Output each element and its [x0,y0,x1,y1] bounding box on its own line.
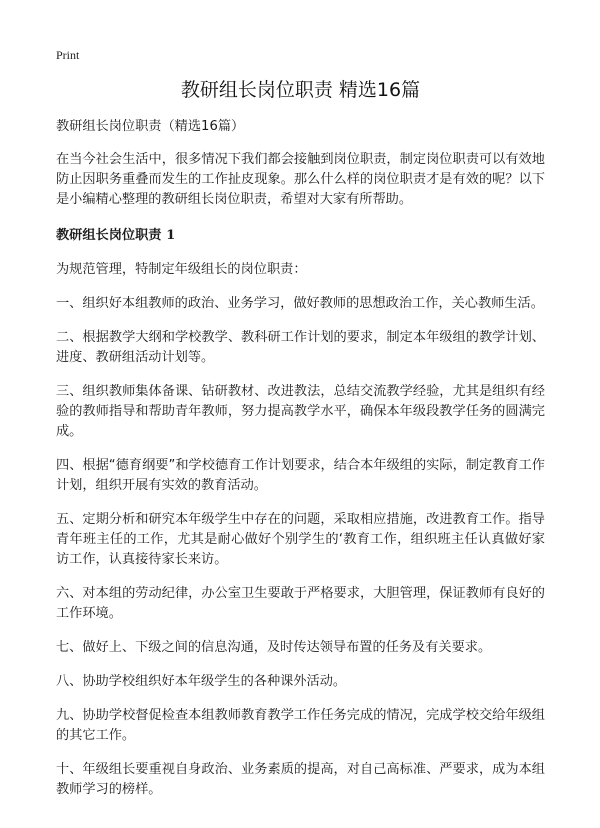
body-paragraph: 四、根据“德育纲要”和学校德育工作计划要求，结合本年级组的实际，制定教育工作计划，组织开展有实效的教育活动。 [56,458,545,493]
body-paragraph: 五、定期分析和研究本年级学生中存在的问题，采取相应措施，改进教育工作。指导青年班主任的工作，尤其是耐心做好个别学生的‘教育工作，组织班主任认真做好家访工作，认真接待家长来访。 [56,512,545,567]
print-link[interactable]: Print [56,48,80,62]
body-paragraph: 六、对本组的劳动纪律，办公室卫生要敢于严格要求，大胆管理，保证教师有良好的工作环境。 [56,586,545,621]
body-paragraph: 为规范管理，特制定年级组长的岗位职责： [56,262,307,277]
body-paragraph: 九、协助学校督促检查本组教师教育教学工作任务完成的情况，完成学校交给年级组的其它工作。 [56,708,545,743]
document-subtitle: 教研组长岗位职责（精选16篇） [56,119,245,134]
body-paragraph: 十、年级组长要重视自身政治、业务素质的提高，对自己高标准、严要求，成为本组教师学习的榜样。 [56,762,545,797]
body-paragraph: 二、根据教学大纲和学校教学、教科研工作计划的要求，制定本年级组的教学计划、进度、教研组活动计划等。 [56,330,545,365]
body-paragraph: 一、组织好本组教师的政治、业务学习，做好教师的思想政治工作，关心教师生活。 [56,296,544,311]
body-paragraph: 八、协助学校组织好本年级学生的各种课外活动。 [56,674,347,689]
body-paragraph: 三、组织教师集体备课、钻研教材、改进教法，总结交流教学经验，尤其是组织有经验的教师指导和帮助青年教师，努力提高教学水平，确保本年级段教学任务的圆满完成。 [56,384,545,439]
intro-paragraph: 在当今社会生活中，很多情况下我们都会接触到岗位职责，制定岗位职责可以有效地防止因职务重叠而发生的工作扯皮现象。那么什么样的岗位职责才是有效的呢？以下是小编精心整理的教研组长岗位职责，希望对大家有所帮助。 [56,152,545,207]
section-heading: 教研组长岗位职责 1 [56,228,176,243]
page-title: 教研组长岗位职责 精选16篇 [180,79,421,101]
body-paragraph: 七、做好上、下级之间的信息沟通，及时传达领导布置的任务及有关要求。 [56,640,492,655]
